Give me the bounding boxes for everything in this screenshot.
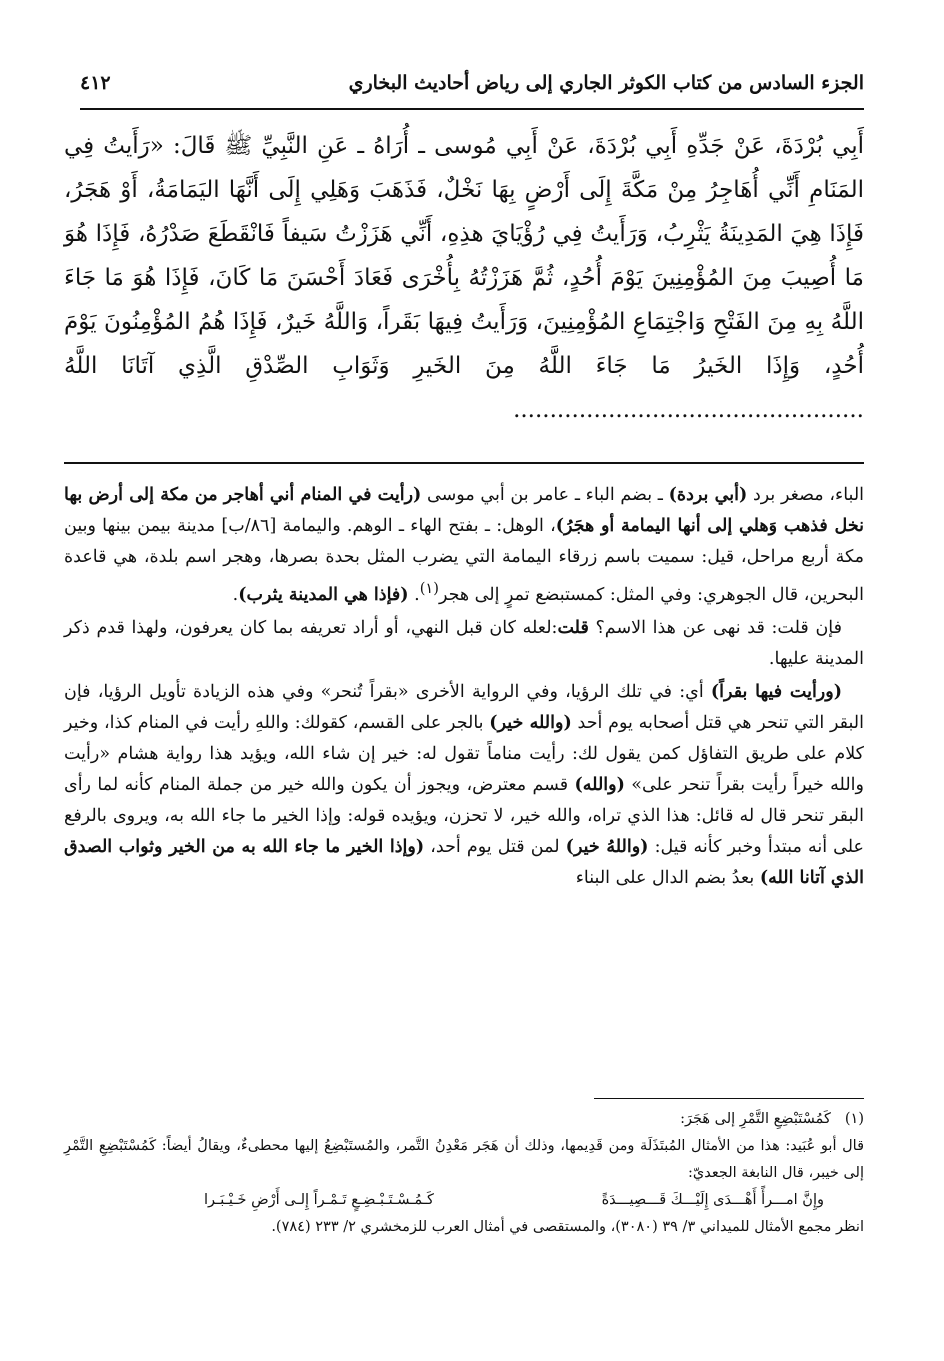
footnote-text: قال أبو عُبَيد: هذا من الأمثال المُبتَذَلَة ومن قَدِيمها، وذلك أن هَجَر مَعْدِنُ التَّمر، والمُستَبْضِعُ إليها محطىءٌ، ويقالُ أيضاً: كَمُسْتَبْضِعِ التَّمْرِ إلى خيبر، قال النابغة الجعديّ: [64, 1138, 864, 1181]
hadith-text-block [64, 124, 864, 432]
footnote-heading [64, 1106, 864, 1133]
commentary-text: :لعله كان قبل النهي، أو أراد تعريفه بما كان يعرفون، ولهذا قدم ذكر المدينة عليها. [64, 617, 864, 669]
quoted-phrase: (ورأيت فيها بقراً) [710, 681, 842, 702]
quoted-phrase: (فإذا هي المدينة يثرب) [238, 584, 409, 605]
commentary-text: ، الوهل: ـ بفتح الهاء ـ الوهم. واليمامة [٨٦/ب] مدينة بيمن بينها وبين مكة أربع مراحل، قيل: سميت باسم زرقاء اليمامة التي يضرب المثل بحدة بصرها، وهجر اسم بلدة، هي قاعدة البحرين، قال الجوهري: وفي المثل: كمستبضع تمرٍ إلى هجر [64, 516, 864, 605]
commentary-block [64, 480, 864, 896]
page-number: ٤١٢ [80, 72, 111, 94]
commentary-text: فإن قلت: قد نهى عن هذا الاسم؟ [588, 617, 842, 638]
commentary-text: . [408, 584, 420, 605]
commentary-text: . [232, 584, 239, 605]
footnotes-block [64, 1106, 864, 1241]
commentary-text: ـ بضم الباء ـ عامر بن أبي موسى [421, 485, 669, 505]
commentary-text: بعدُ بضم الدال على البناء [575, 867, 760, 888]
quoted-phrase: (رأيت في المنام أني أهاجر من مكة إلى أرض بها نخل فذهب وَهلي إلى أنها اليمامة أو هجَرُ) [64, 485, 864, 536]
commentary-text: بالجر على القسم، كقولك: واللهِ رأيت في المنام كذا، وخير كلام على طريق التفاؤل كمن يقول لك: رأيت مناماً تقول له: خير إن شاء الله، ويؤيد هذا رواية هشام «رأيت والله خيراً رأيت بقراً تنحر على» [64, 712, 864, 795]
header-divider [80, 108, 864, 110]
section-divider [64, 462, 864, 464]
footnote-divider [594, 1098, 864, 1099]
commentary-text: لمن قتل يوم أحد، [424, 836, 566, 857]
quoted-phrase: (أبي بردة) [668, 485, 748, 505]
quoted-phrase: (والله خير) [489, 712, 572, 733]
footnote-source: انظر مجمع الأمثال للميداني ٣/ ٣٩ (٣٠٨٠)، والمستقصى في أمثال العرب للزمخشري ٢/ ٢٣٣ (٧٨٤). [271, 1219, 864, 1235]
running-header [80, 62, 864, 104]
footnote-title: كَمُسْتَبْضِعِ التَّمْرِ إلى هَجَرَ: [680, 1111, 831, 1127]
commentary-text: الباء، مصغر برد [747, 485, 865, 505]
quoted-phrase: (وإذا الخير ما جاء الله به من الخير وثواب الصدق الذي آتانا الله) [64, 836, 864, 888]
quoted-phrase: (واللهُ خير) [565, 836, 649, 857]
commentary-paragraph [64, 677, 864, 894]
footnote-reference[interactable]: (١) [419, 580, 439, 597]
commentary-paragraph [64, 480, 864, 611]
quoted-phrase: قلت [557, 617, 589, 638]
commentary-paragraph [64, 613, 864, 675]
footnote-number: (١) [844, 1111, 864, 1127]
quoted-phrase: (والله) [574, 774, 625, 795]
hadith-ellipsis: ................................................ [513, 397, 864, 423]
header-title: الجزء السادس من كتاب الكوثر الجاري إلى رياض أحاديث البخاري [348, 72, 864, 94]
hadith-text: أَبِي بُرْدَةَ، عَنْ جَدِّهِ أَبِي بُرْدَةَ، عَنْ أَبِي مُوسى ـ أُرَاهُ ـ عَنِ النَّبِيِّ ﷺ قَالَ: «رَأَيتُ فِي المَنَامِ أَنِّي أُهَاجِرُ مِنْ مَكَّةَ إِلَى أَرْضٍ بِهَا نَخْلٌ، فَذَهَبَ وَهَلِي إِلَى أَنَّهَا اليَمَامَةُ، أَوْ هَجَرُ، فَإِذَا هِيَ المَدِينَةُ يَثْرِبُ، وَرَأَيتُ فِي رُؤْيَايَ هذِهِ، أَنِّي هَزَزْتُ سَيفاً فَانْقَطَعَ صَدْرُهُ، فَإِذَا هُوَ مَا أُصِيبَ مِنَ المُؤْمِنِينَ يَوْمَ أُحُدٍ، ثُمَّ هَزَزْتُهُ بِأُخْرَى فَعَادَ أَحْسَنَ مَا كَانَ، فَإِذَا هُوَ مَا جَاءَ اللَّهُ بِهِ مِنَ الفَتْحِ وَاجْتِمَاعِ المُؤْمِنِينَ، وَرَأَيتُ فِيهَا بَقَراً، وَاللَّهُ خَيرٌ، فَإِذَا هُمُ المُؤْمِنُونَ يَوْمَ أُحُدٍ، وَإِذَا الخَيرُ مَا جَاءَ اللَّهُ مِنَ الخَيرِ وَثَوَابِ الصِّدْقِ الَّذِي آتَانَا اللَّهُ [64, 133, 864, 379]
verse-first-hemistich: وإِنَّ امـــرأً أَهْـــدَى إِلَيْـــكَ قَـــصِيـــدَةً [601, 1192, 824, 1208]
poetry-verse [64, 1187, 864, 1214]
verse-second-hemistich: كَـمُـسْـتَـبْـضِـعٍ تَـمْـراً إِلـى أَرْضِ خَـيْـبَـرا [204, 1192, 434, 1208]
commentary-text: قسم معترض، ويجوز أن يكون والله خير من جملة المنام كأنه لما رأى البقر تنحر قال له قائل: هذا الذي تراه، والله خير، لا تحزن، ويؤيده قوله: وإذا الخير ما جاء الله به، ويروى بالرفع على أنه مبتدأ وخبر كأنه قيل: [64, 774, 865, 857]
commentary-text: أي: في تلك الرؤيا، وفي الرواية الأخرى «بقراً تُنحر» وفي هذه الزيادة تأويل الرؤيا، فإن البقر التي تنحر هي قتل أصحابه يوم أحد [64, 681, 864, 733]
